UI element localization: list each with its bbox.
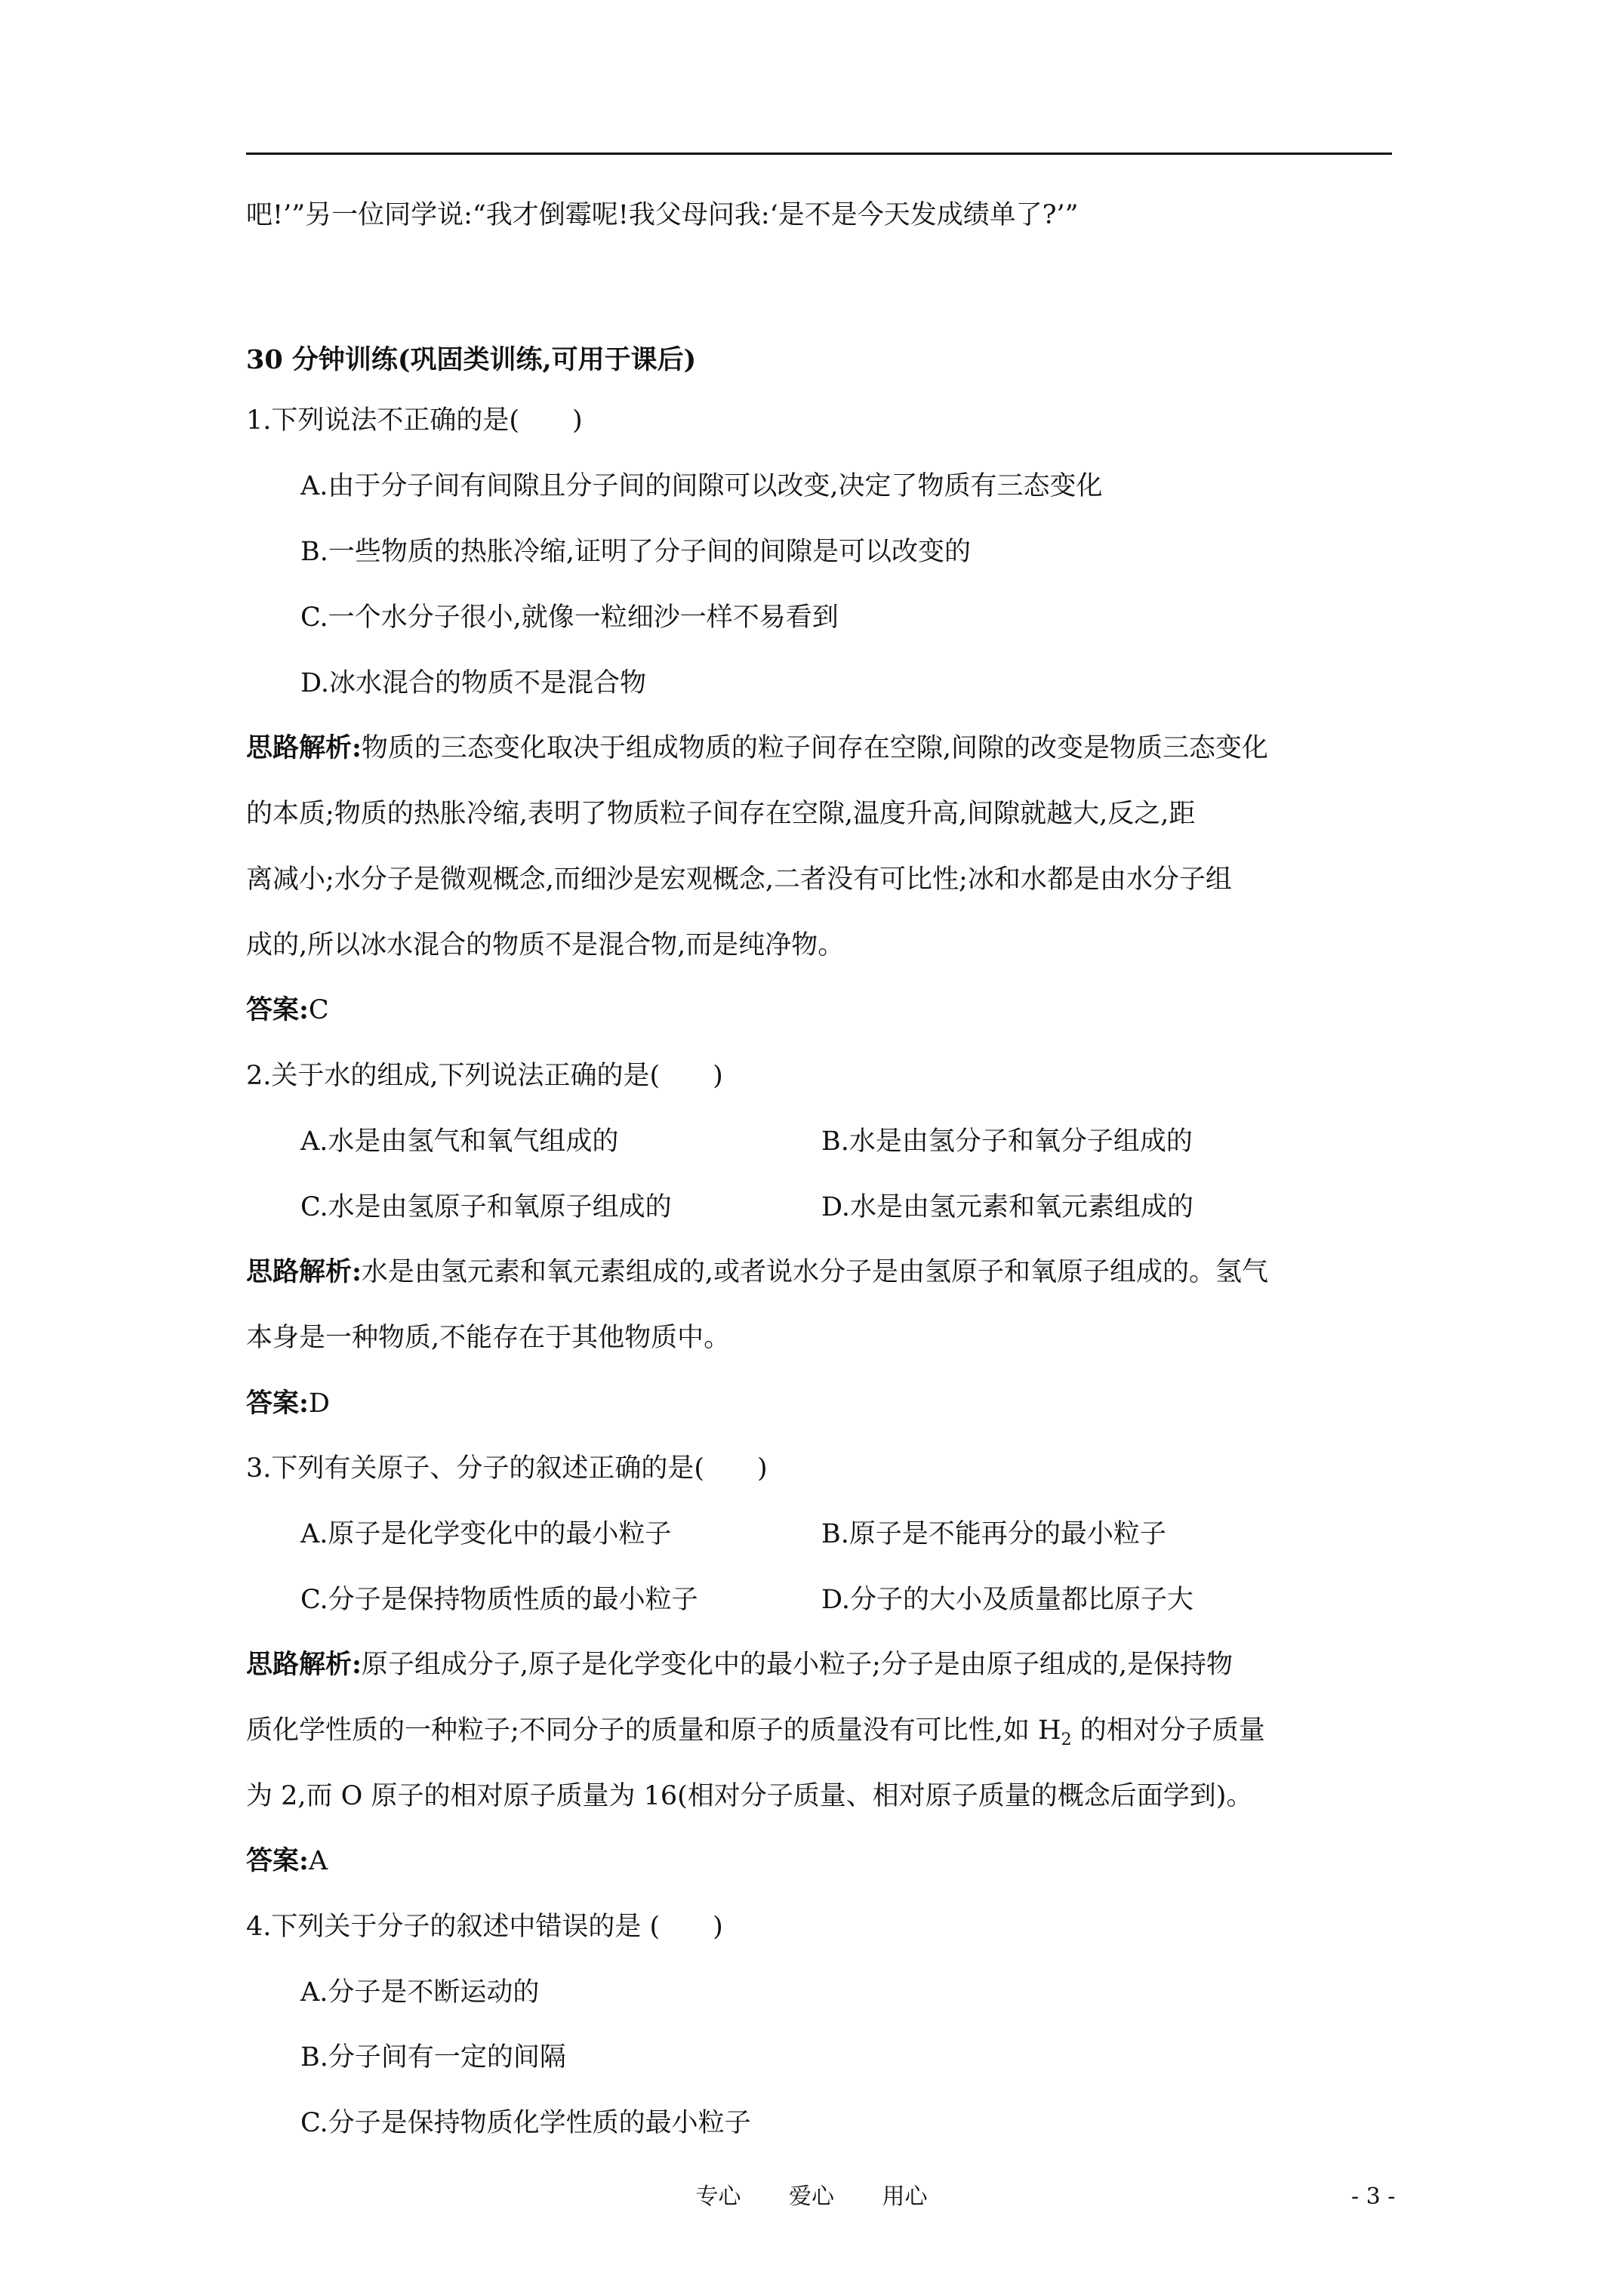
q1-analysis-label: 思路解析: — [246, 732, 362, 763]
section-title: 30 分钟训练(巩固类训练,可用于课后) — [246, 344, 697, 375]
q1-analysis-line-3: 离减小;水分子是微观概念,而细沙是宏观概念,二者没有可比性;冰和水都是由水分子组 — [246, 864, 1232, 895]
q3-option-d: D.分子的大小及质量都比原子大 — [821, 1585, 1193, 1615]
q1-answer-label: 答案: — [246, 994, 309, 1025]
q3-analysis-line-1: 思路解析:原子组成分子,原子是化学变化中的最小粒子;分子是由原子组成的,是保持物 — [246, 1649, 1233, 1680]
q3-analysis-line-3: 为 2,而 O 原子的相对原子质量为 16(相对分子质量、相对原子质量的概念后面学到)。 — [246, 1781, 1253, 1811]
q3-options-row-2 — [300, 1581, 1357, 1619]
q3-options-row-1 — [300, 1515, 1357, 1553]
q2-stem: 2.关于水的组成,下列说法正确的是( ) — [246, 1061, 723, 1091]
page-number: - 3 - — [1351, 2184, 1396, 2210]
q4-option-c: C.分子是保持物质化学性质的最小粒子 — [300, 2108, 751, 2138]
q3-option-a: A.原子是化学变化中的最小粒子 — [300, 1519, 672, 1549]
q2-option-a: A.水是由氢气和氧气组成的 — [300, 1126, 619, 1157]
q1-option-a: A.由于分子间有间隙且分子间的间隙可以改变,决定了物质有三态变化 — [300, 471, 1103, 501]
q2-answer-value: D — [308, 1388, 330, 1419]
footer-motto-2: 爱心 — [789, 2184, 834, 2210]
q2-options-row-2 — [300, 1188, 1357, 1226]
q3-answer-value: A — [308, 1846, 328, 1876]
q4-option-b: B.分子间有一定的间隔 — [300, 2042, 566, 2073]
q2-options-row-1 — [300, 1123, 1357, 1160]
q3-answer-label: 答案: — [246, 1845, 309, 1876]
q1-option-c: C.一个水分子很小,就像一粒细沙一样不易看到 — [300, 603, 839, 633]
footer-motto-3: 用心 — [882, 2184, 928, 2210]
q3-option-b: B.原子是不能再分的最小粒子 — [821, 1519, 1166, 1549]
q1-stem: 1.下列说法不正确的是( ) — [246, 405, 583, 436]
h2-subscript: 2 — [1061, 1730, 1072, 1749]
q3-analysis-label: 思路解析: — [246, 1649, 362, 1680]
q2-answer-label: 答案: — [246, 1388, 309, 1419]
carryover-text: 吧!’”另一位同学说:“我才倒霉呢!我父母问我:‘是不是今天发成绩单了?’” — [246, 200, 1079, 230]
footer-motto-1: 专心 — [695, 2184, 741, 2210]
q3-option-c: C.分子是保持物质性质的最小粒子 — [300, 1585, 698, 1615]
header-rule — [246, 153, 1392, 155]
q1-analysis-line-4: 成的,所以冰水混合的物质不是混合物,而是纯净物。 — [246, 930, 845, 960]
q3-answer — [246, 1842, 328, 1880]
q2-answer — [246, 1385, 330, 1422]
q4-stem: 4.下列关于分子的叙述中错误的是 ( ) — [246, 1912, 723, 1942]
q3-stem: 3.下列有关原子、分子的叙述正确的是( ) — [246, 1453, 768, 1484]
q2-option-d: D.水是由氢元素和氧元素组成的 — [821, 1192, 1193, 1222]
q1-option-d: D.冰水混合的物质不是混合物 — [300, 668, 646, 698]
q2-option-b: B.水是由氢分子和氧分子组成的 — [821, 1126, 1193, 1157]
q1-answer-value: C — [308, 995, 329, 1025]
q1-analysis-line-1: 思路解析:物质的三态变化取决于组成物质的粒子间存在空隙,间隙的改变是物质三态变化 — [246, 732, 1269, 763]
q2-analysis-label: 思路解析: — [246, 1256, 362, 1287]
q1-answer — [246, 991, 329, 1029]
q1-analysis-line-2: 的本质;物质的热胀冷缩,表明了物质粒子间存在空隙,温度升高,间隙就越大,反之,距 — [246, 799, 1196, 829]
q1-option-b: B.一些物质的热胀冷缩,证明了分子间的间隙是可以改变的 — [300, 537, 971, 567]
q2-analysis-line-2: 本身是一种物质,不能存在于其他物质中。 — [246, 1323, 731, 1353]
q2-analysis-line-1: 思路解析:水是由氢元素和氧元素组成的,或者说水分子是由氢原子和氧原子组成的。氢气 — [246, 1256, 1269, 1287]
q4-option-a: A.分子是不断运动的 — [300, 1977, 540, 2008]
q3-analysis-line-2: 质化学性质的一种粒子;不同分子的质量和原子的质量没有可比性,如 $H_2$ 的相对分子质量 — [246, 1715, 1265, 1749]
q2-option-c: C.水是由氢原子和氧原子组成的 — [300, 1192, 672, 1222]
